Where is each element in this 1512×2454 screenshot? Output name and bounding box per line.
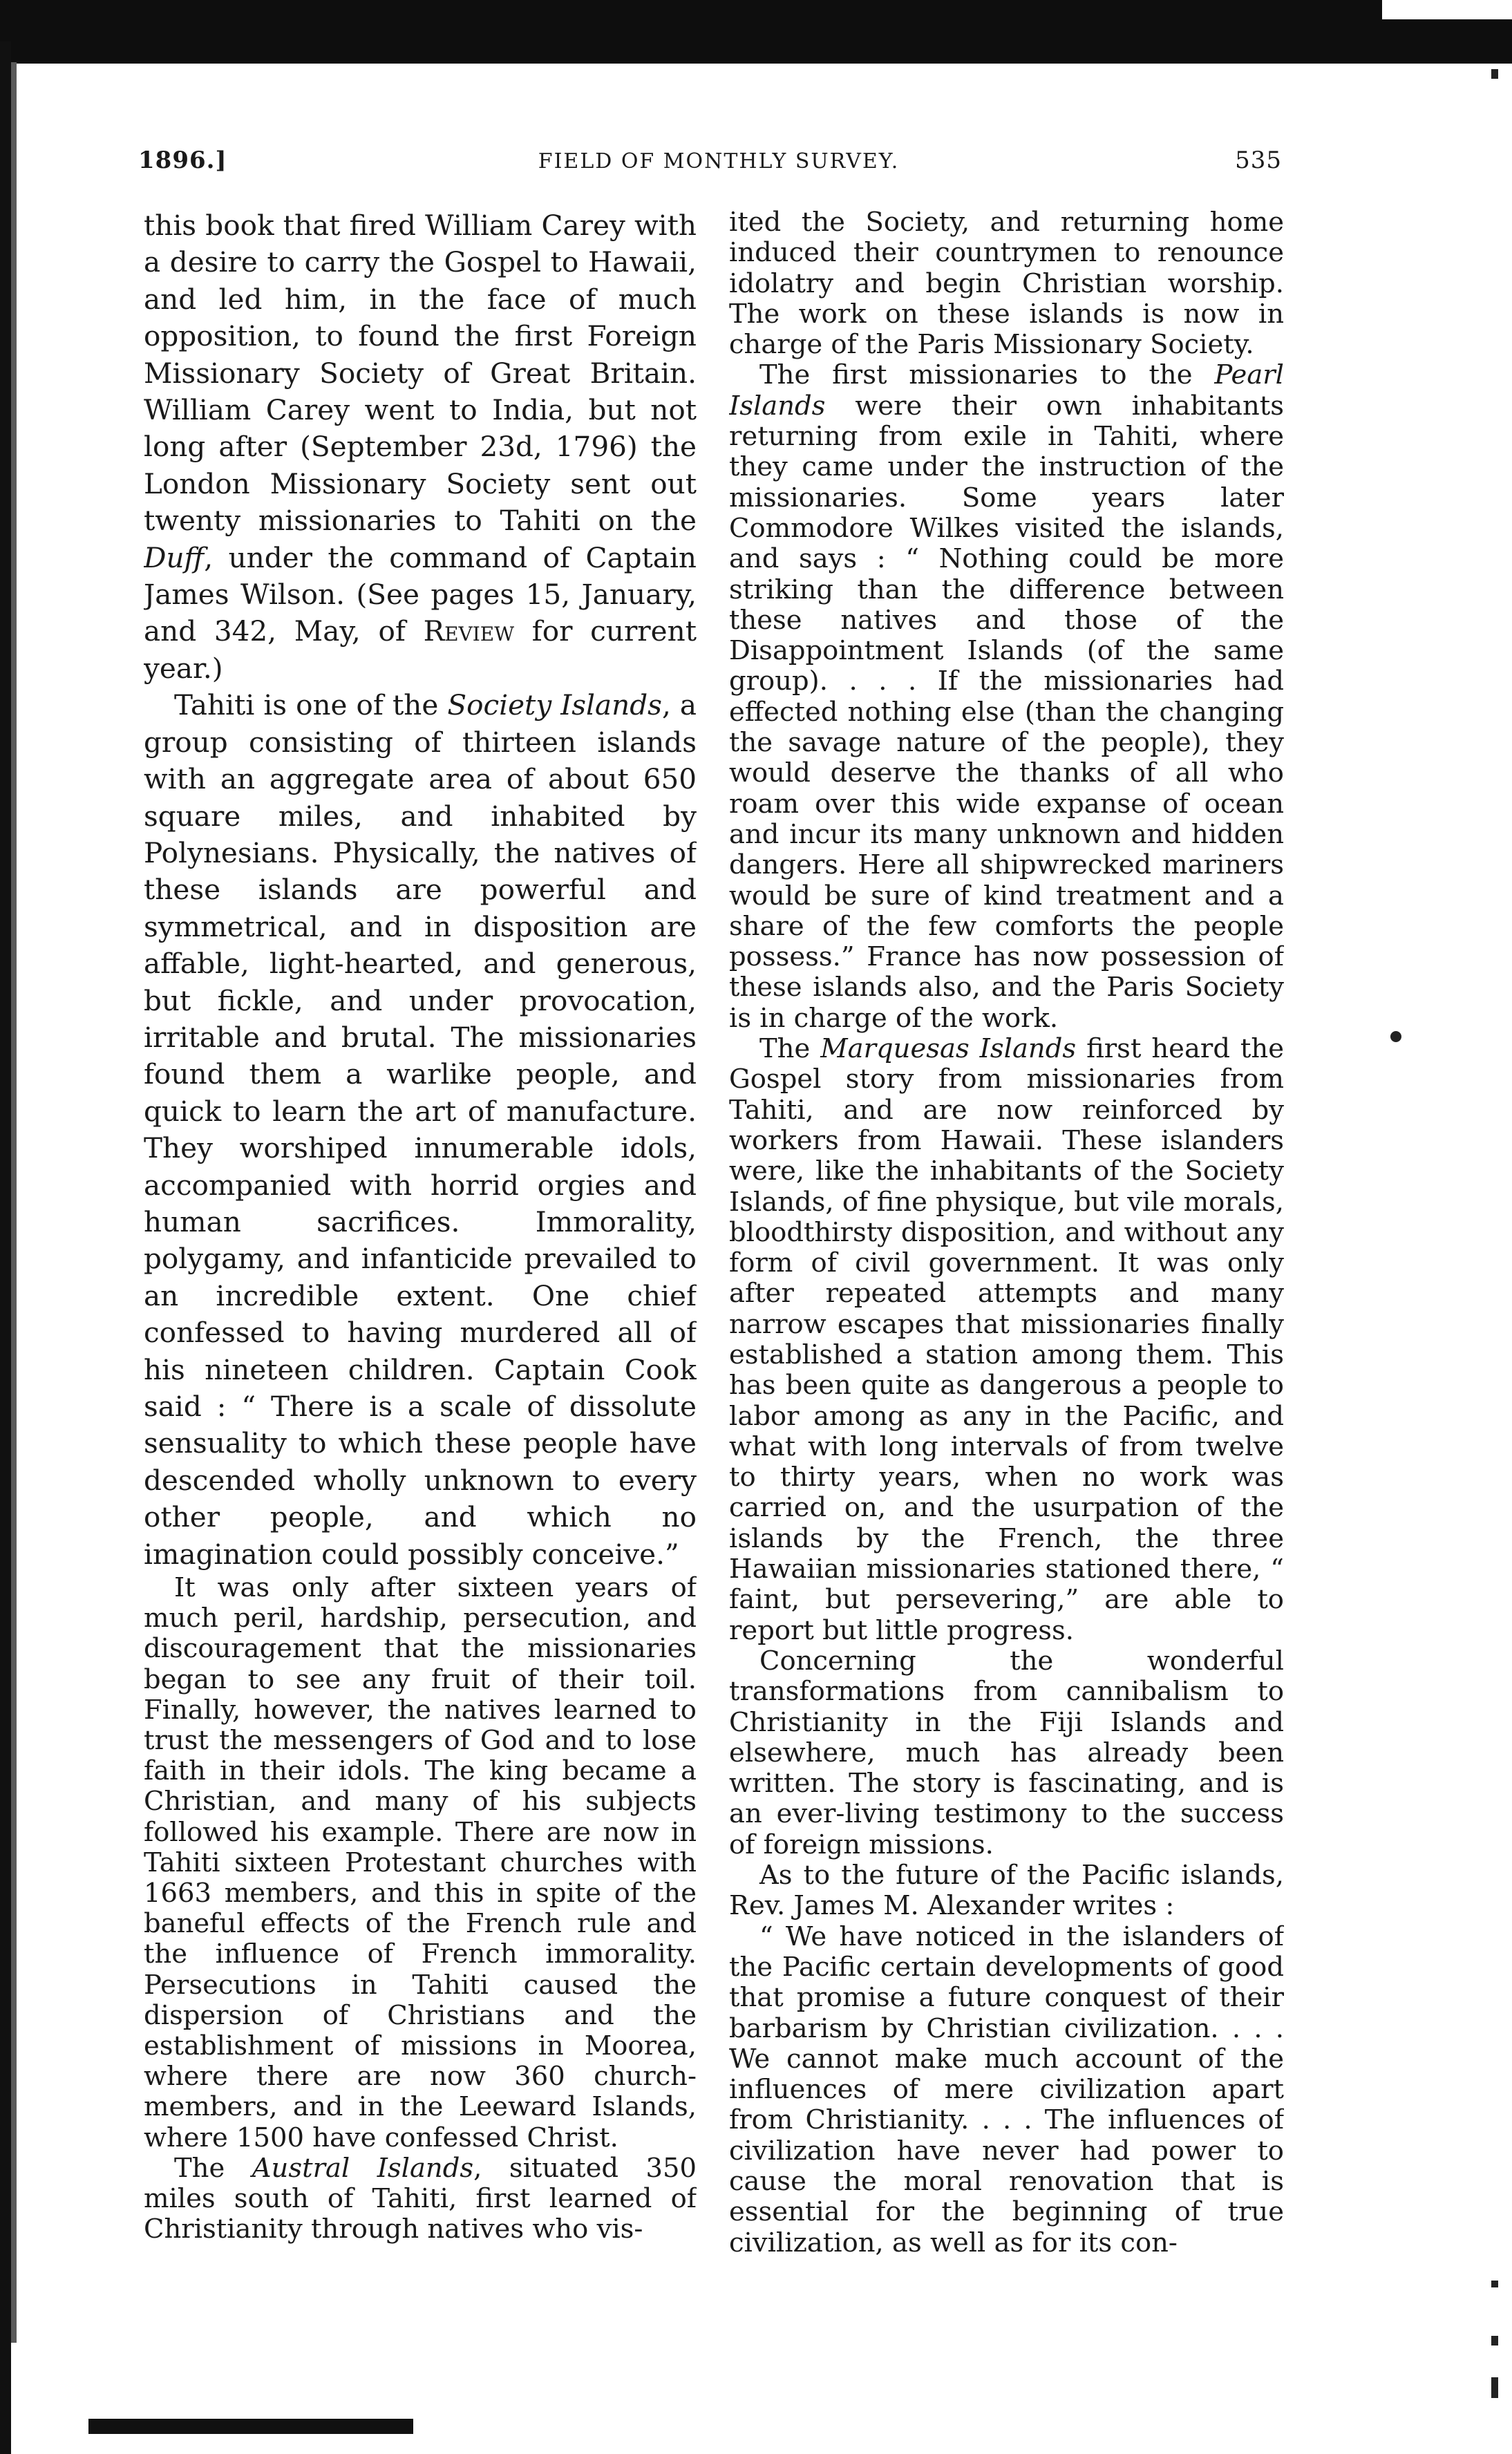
- running-header: [138, 147, 1282, 188]
- scan-top-border: [0, 0, 1512, 64]
- header-year: 1896.]: [138, 147, 227, 174]
- island-group-name: Pearl Islands: [729, 359, 1284, 422]
- scan-right-marks: [1491, 69, 1500, 2405]
- paragraph: It was only after sixteen years of much peril, hardship, persecution, and discouragement that the missionaries began to see any fruit of their toil. Finally, however, the natives learned to trust the messengers of God and to lose faith in their idols. The king became a Christian, and many of his subjects followed his example. There are now in Tahiti sixteen Protestant churches with 1663 members, and this in spite of the baneful effects of the French rule and the influence of French immorality. Persecutions in Tahiti caused the dispersion of Christians and the establishment of missions in Moorea, where there are now 360 church-members, and in the Leeward Islands, where 1500 have confessed Christ.: [144, 1572, 697, 2153]
- header-title: FIELD OF MONTHLY SURVEY.: [538, 149, 900, 173]
- margin-dot: [1390, 1031, 1401, 1042]
- right-column: [729, 207, 1284, 2391]
- paragraph: ited the Society, and returning home induced their countrymen to renounce idolatry and begin Christian worship. The work on these islands is now in charge of the Paris Missionary Society.: [729, 207, 1284, 361]
- paragraph: The Austral Islands, situated 350 miles south of Tahiti, first learned of Christianity through natives who vis-: [144, 2152, 697, 2245]
- scan-left-border: [0, 41, 11, 2454]
- scan-bottom-border: [88, 2419, 413, 2434]
- review-name: Review: [423, 614, 515, 648]
- left-column: [144, 207, 697, 2391]
- island-group-name: Austral Islands: [252, 2152, 474, 2184]
- ship-name: Duff: [144, 540, 205, 574]
- scan-left-shadow: [11, 62, 17, 2343]
- paragraph: The first missionaries to the Pearl Islands were their own inhabitants returning from exile in Tahiti, where they came under the instruction of the missionaries. Some years later Commodore Wilkes visited the islands, and says : “ Nothing could be more striking than the difference between these natives and those of the Disappointment Islands (of the same group). . . . If the missionaries had effected nothing else (than the changing the savage nature of the people), they would deserve the thanks of all who roam over this wide expanse of ocean and incur its many unknown and hidden dangers. Here all shipwrecked mariners would be sure of kind treatment and a share of the few comforts the people possess.” France has now possession of these islands also, and the Paris Society is in charge of the work.: [729, 359, 1284, 1034]
- page-number: 535: [1235, 147, 1282, 174]
- quotation-paragraph: “ We have noticed in the islanders of the Pacific certain developments of good that promise a future conquest of their barbarism by Christian civilization. . . . We cannot make much account of the influences of mere civilization apart from Christianity. . . . The influences of civilization have never had power to cause the moral renovation that is essential for the beginning of true civilization, as well as for its con-: [729, 1920, 1284, 2258]
- paragraph: As to the future of the Pacific islands, Rev. James M. Alexander writes :: [729, 1860, 1284, 1922]
- paragraph: Concerning the wonderful transformations from cannibalism to Christianity in the Fiji Islands and elsewhere, much has already been written. The story is fascinating, and is an ever-living testimony to the success of foreign missions.: [729, 1645, 1284, 1860]
- tight-block: [144, 1573, 697, 2245]
- paragraph: Tahiti is one of the Society Islands, a group consisting of thirteen islands with an aggregate area of about 650 square miles, and inhabited by Polynesians. Physically, the natives of these islands are powerful and symmetrical, and in disposition are affable, light-hearted, and generous, but fickle, and under provocation, irritable and brutal. The missionaries found them a warlike people, and quick to learn the art of manufacture. They worshiped innumerable idols, accompanied with horrid orgies and human sacrifices. Immorality, polygamy, and infanticide prevailed to an incredible extent. One chief confessed to having murdered all of his nineteen children. Captain Cook said : “ There is a scale of dissolute sensuality to which these people have descended wholly unknown to every other people, and which no imagination could possibly conceive.”: [144, 688, 697, 1571]
- paragraph: The Marquesas Islands first heard the Gospel story from missionaries from Tahiti, and are now reinforced by workers from Hawaii. These islanders were, like the inhabitants of the Society Islands, of fine physique, but vile morals, bloodthirsty disposition, and without any form of civil government. It was only after repeated attempts and many narrow escapes that missionaries finally established a station among them. This has been quite as dangerous a people to labor among as any in the Pacific, and what with long intervals of from twelve to thirty years, when no work was carried on, and the usurpation of the islands by the French, the three Hawaiian missionaries stationed there, “ faint, but persevering,” are able to report but little progress.: [729, 1033, 1284, 1646]
- island-group-name: Society Islands: [447, 688, 662, 722]
- island-group-name: Marquesas Islands: [820, 1033, 1077, 1065]
- scan-top-border-gap: [1382, 0, 1512, 19]
- paragraph: this book that fired William Carey with a desire to carry the Gospel to Hawaii, and led him, in the face of much opposition, to found the first Foreign Missionary Society of Great Britain. William Carey went to India, but not long after (September 23d, 1796) the London Missionary Society sent out twenty missionaries to Tahiti on the Duff, under the command of Captain James Wilson. (See pages 15, January, and 342, May, of Review for current year.): [144, 209, 697, 685]
